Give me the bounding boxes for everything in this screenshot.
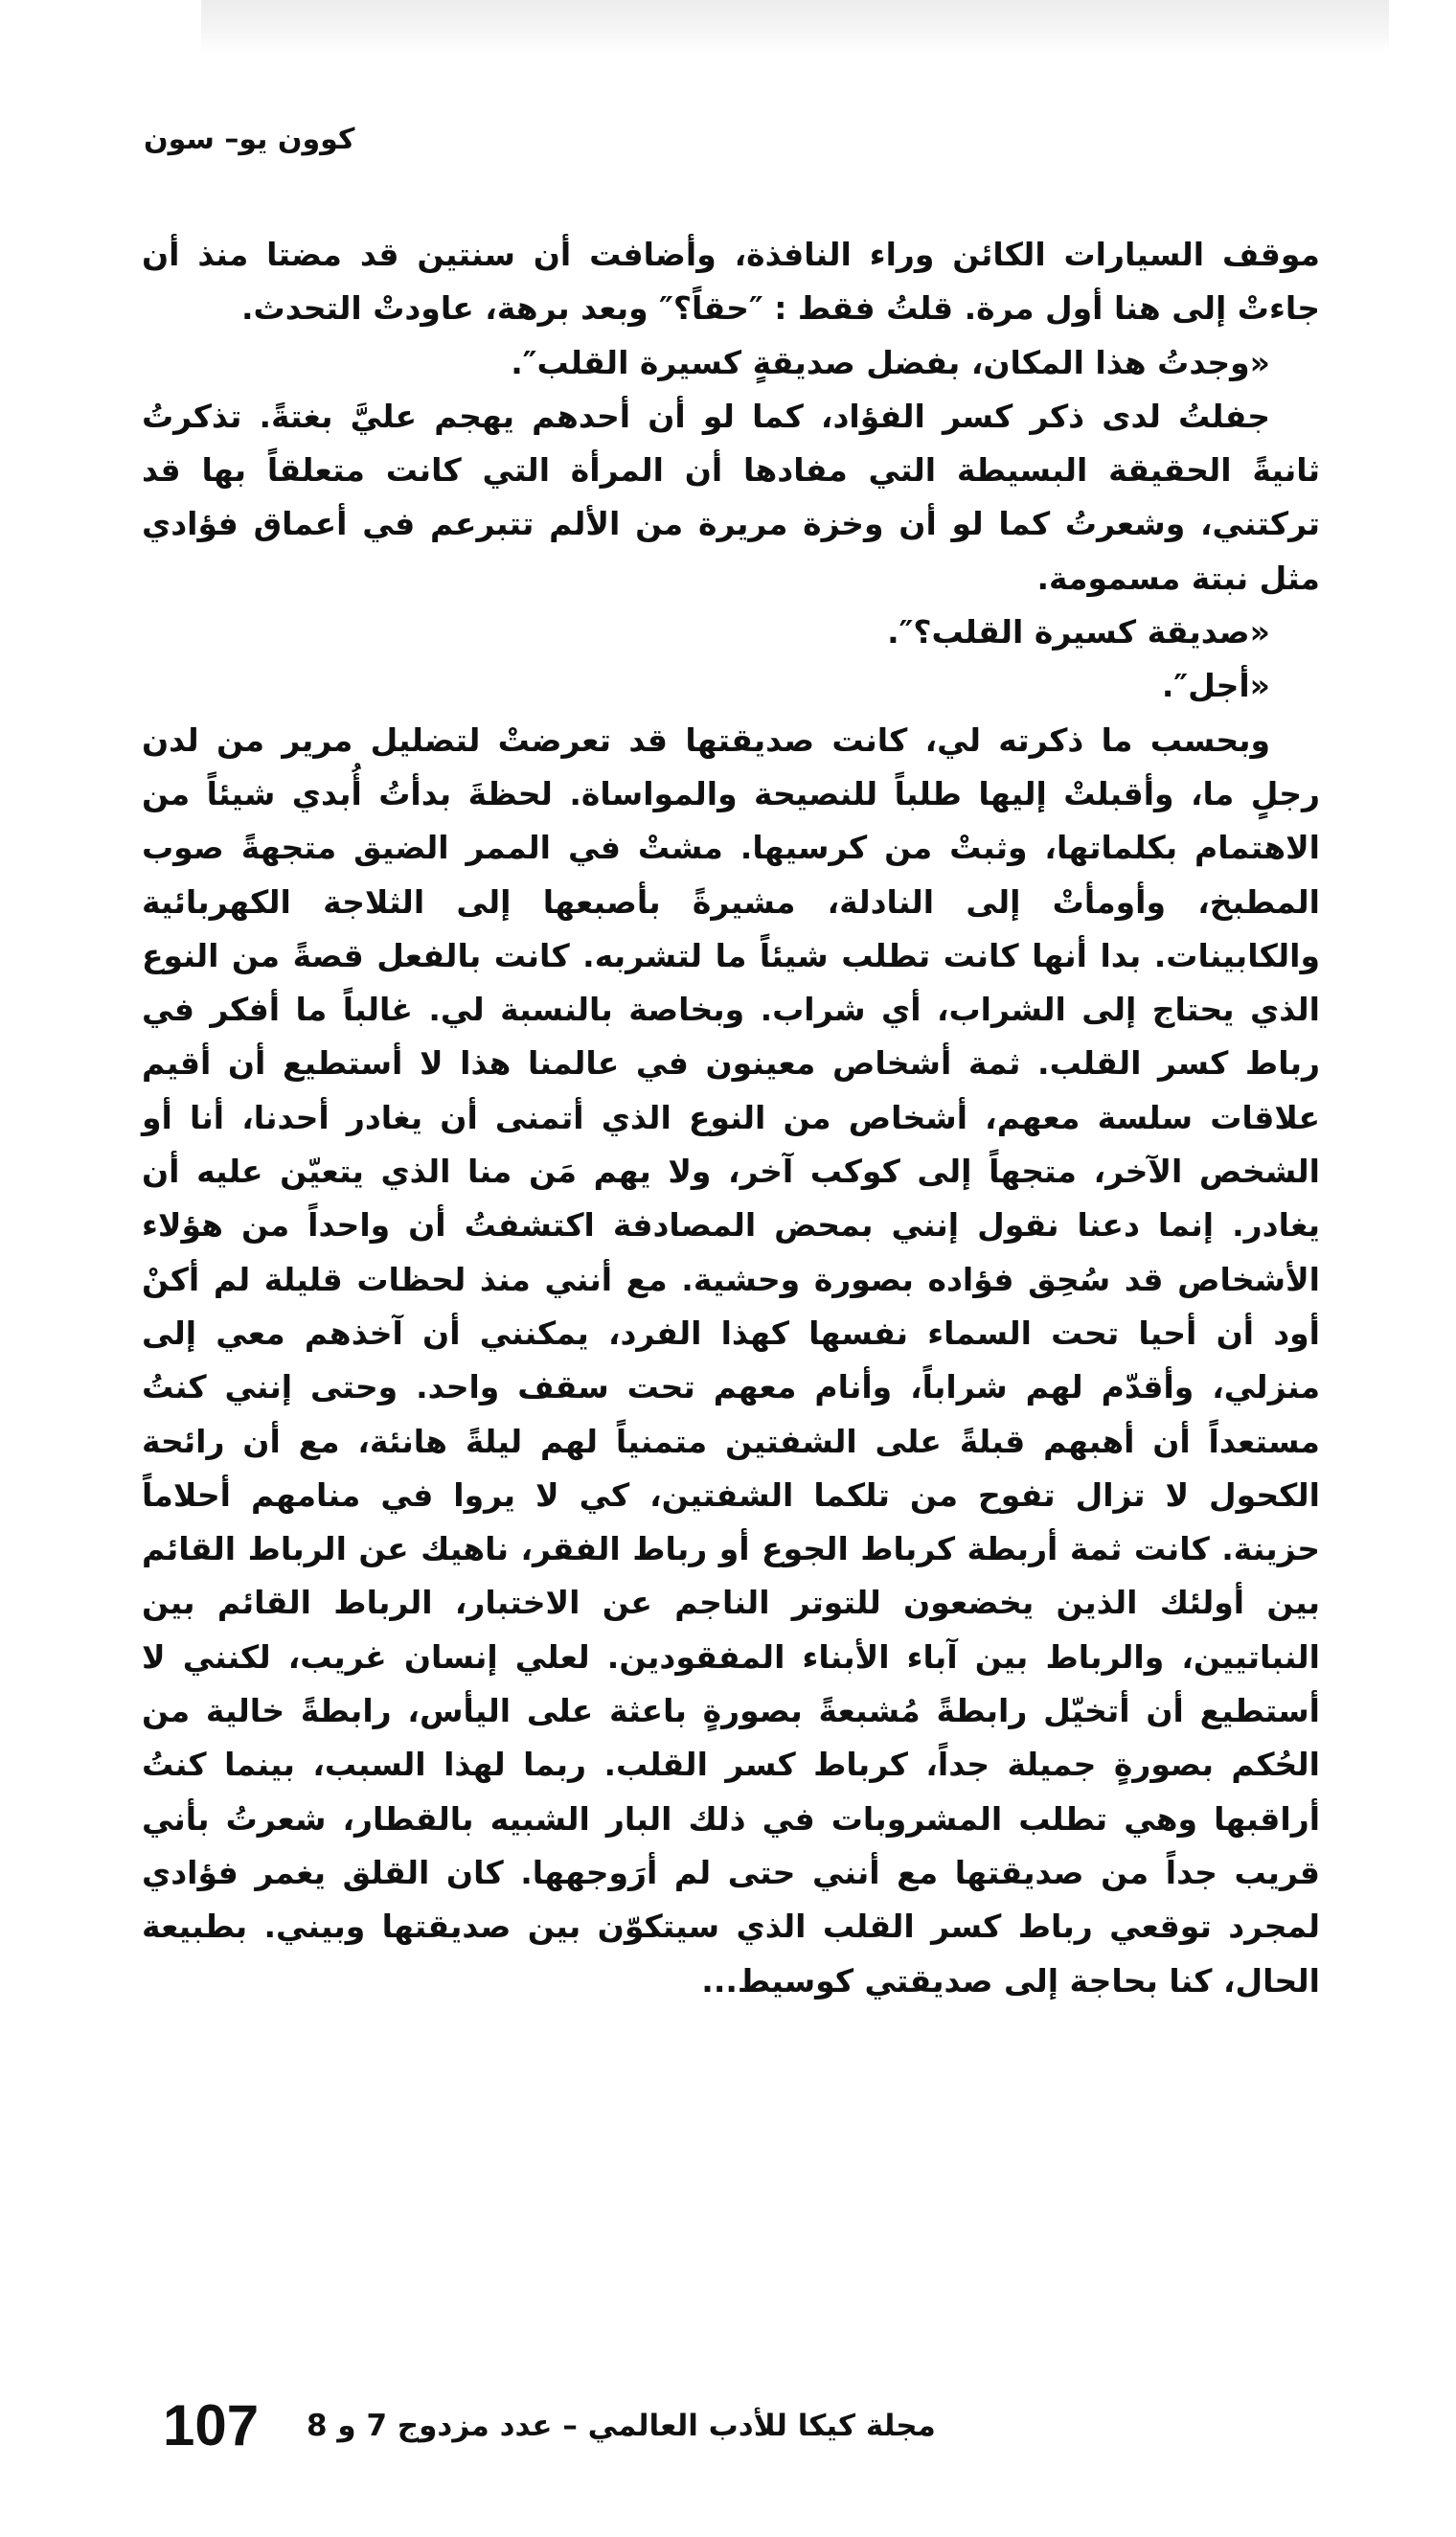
page-footer: [144, 2388, 967, 2464]
paragraph-continuation: موقف السيارات الكائن وراء النافذة، وأضافت أن سنتين قد مضتا منذ أن جاءتْ إلى هنا أول مرة. قلتُ فقط : ″حقاً؟″ وبعد برهة، عاودتْ التحدث.: [142, 236, 1320, 328]
dialogue-line: «وجدتُ هذا المكان، بفضل صديقةٍ كسيرة القلب″.: [511, 343, 1270, 381]
dialogue-line: «صديقة كسيرة القلب؟″.: [887, 613, 1270, 651]
journal-name: مجلة كيكا للأدب العالمي – عدد مزدوج 7 و 8: [307, 2409, 936, 2443]
page-body: [142, 228, 1320, 2008]
dialogue-line: «أجل″.: [1161, 667, 1270, 705]
page-number: 107: [163, 2393, 260, 2457]
running-head: كوون يو– سون: [144, 123, 355, 156]
scan-top-shadow: [201, 0, 1389, 53]
paragraph: وبحسب ما ذكرته لي، كانت صديقتها قد تعرضتْ لتضليل مرير من لدن رجلٍ ما، وأقبلتْ إليها طلباً للنصيحة والمواساة. لحظةَ بدأتُ أُبدي شيئاً من الاهتمام بكلماتها، وثبتْ من كرسيها. مشتْ في الممر الضيق متجهةً صوب المطبخ، وأومأتْ إلى النادلة، مشيرةً بأصبعها إلى الثلاجة الكهربائية والكابينات. بدا أنها كانت تطلب شيئاً ما لتشربه. كانت بالفعل قصةً من النوع الذي يحتاج إلى الشراب، أي شراب. وبخاصة بالنسبة لي. غالباً ما أفكر في رباط كسر القلب. ثمة أشخاص معينون في عالمنا هذا لا أستطيع أن أقيم علاقات سلسة معهم، أشخاص من النوع الذي أتمنى أن يغادر أحدنا، أنا أو الشخص الآخر، متجهاً إلى كوكب آخر، ولا يهم مَن منا الذي يتعيّن عليه أن يغادر. إنما دعنا نقول إنني بمحض المصادفة اكتشفتُ أن واحداً من هؤلاء الأشخاص قد سُحِق فؤاده بصورة وحشية. مع أنني منذ لحظات قليلة لم أكنْ أود أن أحيا تحت السماء نفسها كهذا الفرد، يمكنني أن آخذهم معي إلى منزلي، وأقدّم لهم شراباً، وأنام معهم تحت سقف واحد. وحتى إنني كنتُ مستعداً أن أهبهم قبلةً على الشفتين متمنياً لهم ليلةً هانئة، مع أن رائحة الكحول لا تزال تفوح من تلكما الشفتين، كي لا يروا في منامهم أحلاماً حزينة. كانت ثمة أربطة كرباط الجوع أو رباط الفقر، ناهيك عن الرباط القائم بين أولئك الذين يخضعون للتوتر الناجم عن الاختبار، الرباط القائم بين النباتيين، والرباط بين آباء الأبناء المفقودين. لعلي إنسان غريب، لكنني لا أستطيع أن أتخيّل رابطةً مُشبعةً بصورةٍ باعثة على اليأس، رابطةً خالية من الحُكم بصورةٍ جميلة جداً، كرباط كسر القلب. ربما لهذا السبب، بينما كنتُ أراقبها وهي تطلب المشروبات في ذلك البار الشبيه بالقطار، شعرتُ بأني قريب جداً من صديقتها مع أنني حتى لم أرَوجهها. كان القلق يغمر فؤادي لمجرد توقعي رباط كسر القلب الذي سيتكوّن بين صديقتها وبيني. بطبيعة الحال، كنا بحاجة إلى صديقتي كوسيط...: [142, 720, 1320, 2000]
paragraph: جفلتُ لدى ذكر كسر الفؤاد، كما لو أن أحدهم يهجم عليَّ بغتةً. تذكرتُ ثانيةً الحقيقة البسيطة التي مفادها أن المرأة التي كانت متعلقاً بها قد تركتني، وشعرتُ كما لو أن وخزة مريرة من الألم تتبرعم في أعماق فؤادي مثل نبتة مسمومة.: [142, 397, 1320, 597]
